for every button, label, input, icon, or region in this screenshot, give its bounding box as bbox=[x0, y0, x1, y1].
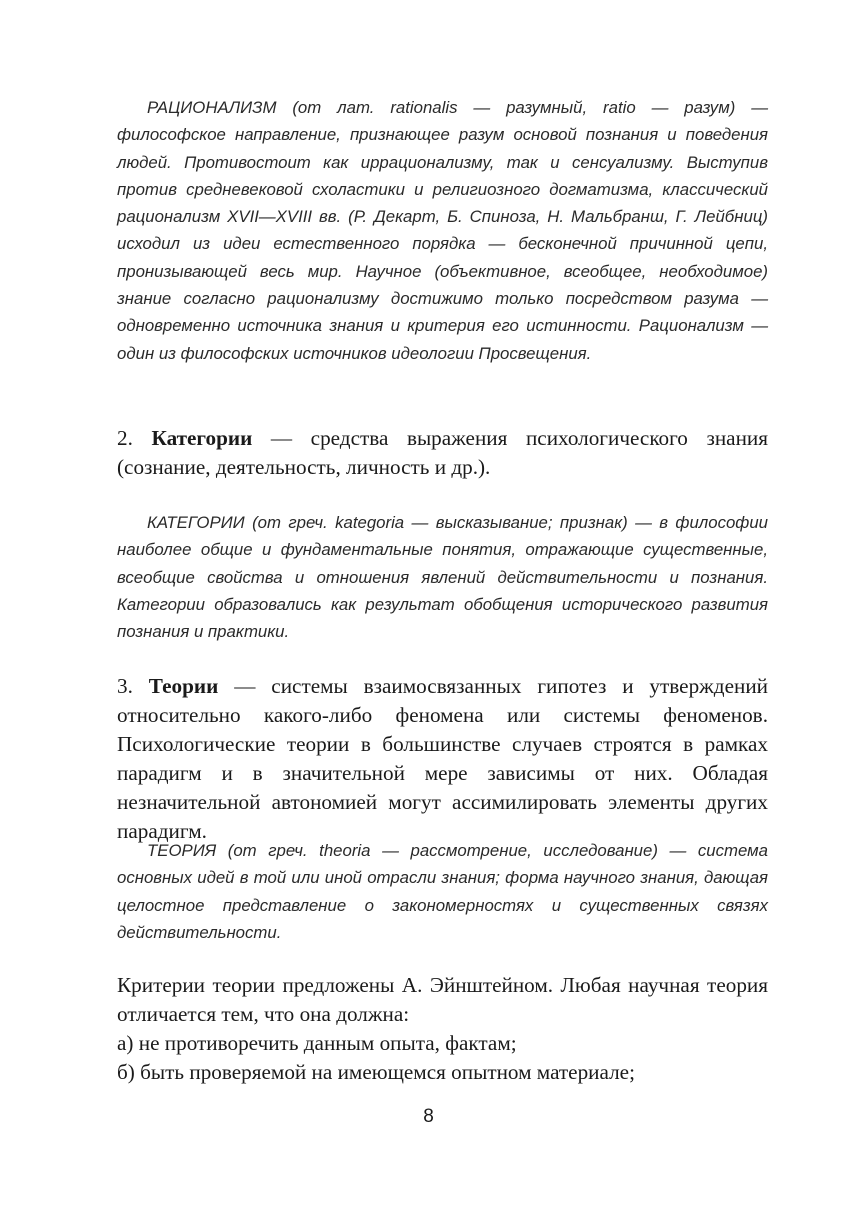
rationalism-definition bbox=[117, 94, 768, 367]
theory-definition-text: ТЕОРИЯ (от греч. theoria — рассмотрение, исследование) — система основных идей в той или иной отрасли знания; форма научного знания, дающая целостное представление о закономерностях и существенных связях действительности. bbox=[117, 841, 768, 942]
item-categories-text: — средства выражения психологического знания (сознание, деятельность, личность и др.). bbox=[117, 426, 769, 479]
theory-definition bbox=[117, 837, 768, 946]
criteria-item-b-text: б) быть проверяемой на имеющемся опытном материале; bbox=[117, 1060, 635, 1084]
item-theories bbox=[117, 672, 768, 846]
criteria-item-a-text: а) не противоречить данным опыта, фактам; bbox=[117, 1031, 517, 1055]
categories-definition bbox=[117, 509, 768, 645]
item-categories-term: Категории bbox=[151, 426, 253, 450]
criteria-paragraph bbox=[117, 971, 768, 1029]
item-theories-term: Теории bbox=[148, 674, 219, 698]
item-categories-number: 2. bbox=[117, 426, 133, 450]
categories-definition-text: КАТЕГОРИИ (от греч. kategoria — высказывание; признак) — в философии наиболее общие и фундаментальные понятия, отражающие существенные, всеобщие свойства и отношения явлений действительности и познания. Категории образовались как результат обобщения исторического развития познания и практики. bbox=[117, 513, 768, 642]
criteria-item-b bbox=[117, 1058, 768, 1087]
item-theories-number: 3. bbox=[117, 674, 133, 698]
criteria-text: Критерии теории предложены А. Эйнштейном. Любая научная теория отличается тем, что она должна: bbox=[117, 973, 768, 1026]
criteria-item-a bbox=[117, 1029, 768, 1058]
item-theories-text: — системы взаимосвязанных гипотез и утверждений относительно какого-либо феномена или системы феноменов. Психологические теории в большинстве случаев строятся в рамках парадигм и в значительной мере зависимы от них. Обладая незначительной автономией могут ассимилировать элементы других парадигм. bbox=[117, 674, 769, 843]
page-number: 8 bbox=[423, 1106, 434, 1127]
rationalism-definition-text: РАЦИОНАЛИЗМ (от лат. rationalis — разумный, ratio — разум) — философское направление, признающее разум основой познания и поведения людей. Противостоит как иррационализму, так и сенсуализму. Выступив против средневековой схоластики и религиозного догматизма, классический рационализм XVII—XVIII вв. (Р. Декарт, Б. Спиноза, Н. Мальбранш, Г. Лейбниц) исходил из идеи естественного порядка — бесконечной причинной цепи, пронизывающей весь мир. Научное (объективное, всеобщее, необходимое) знание согласно рационализму достижимо только посредством разума — одновременно источника знания и критерия его истинности. Рационализм — один из философских источников идеологии Просвещения. bbox=[117, 98, 768, 363]
item-categories bbox=[117, 424, 768, 482]
